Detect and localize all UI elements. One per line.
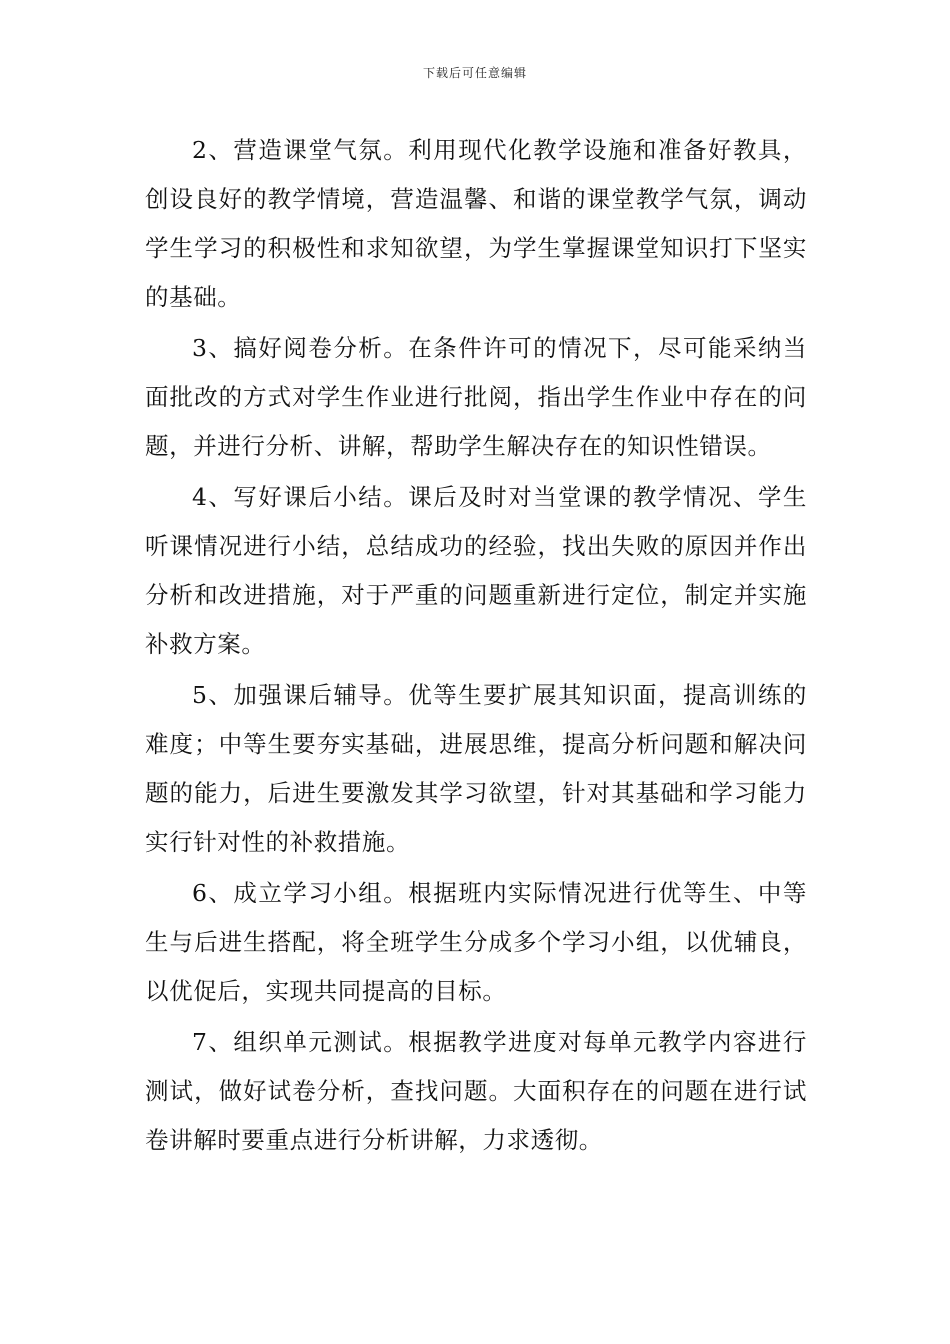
paragraph-7: 7、组织单元测试。根据教学进度对每单元教学内容进行测试，做好试卷分析，查找问题。大面积存在的问题在进行试卷讲解时要重点进行分析讲解，力求透彻。 <box>145 1028 807 1154</box>
page-header: 下载后可任意编辑 <box>422 66 527 80</box>
paragraph-4: 4、写好课后小结。课后及时对当堂课的教学情况、学生听课情况进行小结，总结成功的经验，找出失败的原因并作出分析和改进措施，对于严重的问题重新进行定位，制定并实施补救方案。 <box>145 483 807 658</box>
document-body <box>145 126 807 1167</box>
paragraph-6: 6、成立学习小组。根据班内实际情况进行优等生、中等生与后进生搭配，将全班学生分成多个学习小组，以优辅良，以优促后，实现共同提高的目标。 <box>145 879 807 1005</box>
paragraph-2: 2、营造课堂气氛。利用现代化教学设施和准备好教具，创设良好的教学情境，营造温馨、和谐的课堂教学气氛，调动学生学习的积极性和求知欲望，为学生掌握课堂知识打下坚实的基础。 <box>145 136 807 311</box>
paragraph-5: 5、加强课后辅导。优等生要扩展其知识面，提高训练的难度；中等生要夯实基础，进展思维，提高分析问题和解决问题的能力，后进生要激发其学习欲望，针对其基础和学习能力实行针对性的补救措施。 <box>145 681 807 856</box>
paragraph-3: 3、搞好阅卷分析。在条件许可的情况下，尽可能采纳当面批改的方式对学生作业进行批阅，指出学生作业中存在的问题，并进行分析、讲解，帮助学生解决存在的知识性错误。 <box>145 334 807 460</box>
